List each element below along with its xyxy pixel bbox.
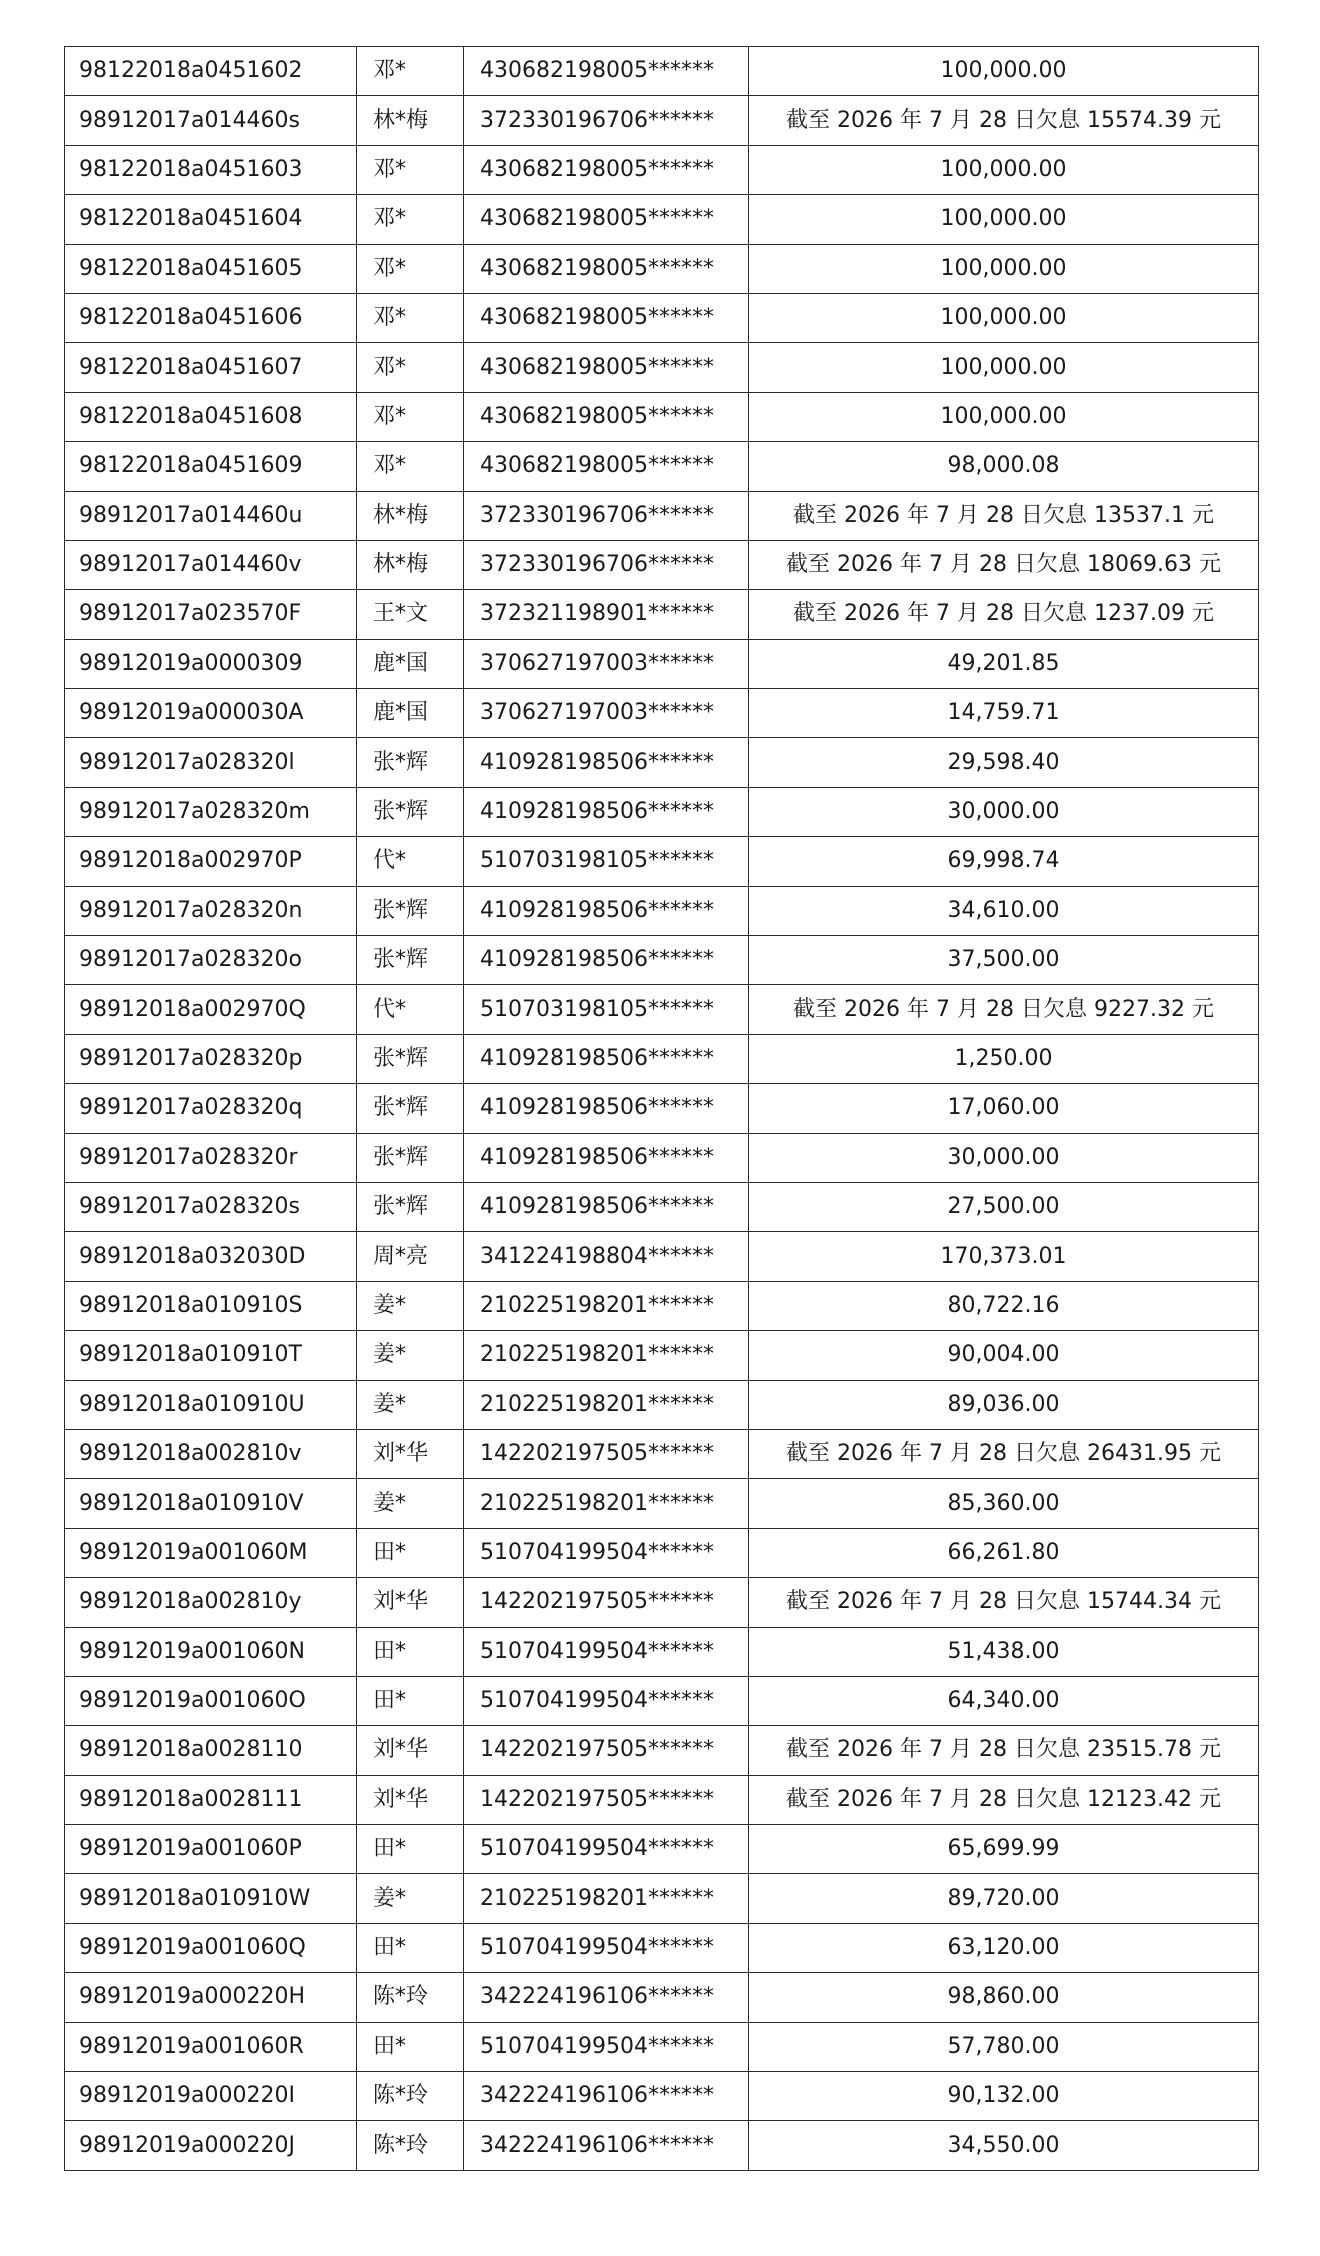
loan-table-body	[65, 47, 1259, 2171]
table-row	[65, 1973, 1259, 2022]
id-number-cell: 342224196106******	[464, 2121, 749, 2170]
account-number-cell: 98912018a032030D	[65, 1232, 357, 1281]
amount-cell: 49,201.85	[749, 639, 1259, 688]
table-row	[65, 1429, 1259, 1478]
borrower-name-cell: 姜*	[357, 1479, 464, 1528]
id-number-cell: 510703198105******	[464, 985, 749, 1034]
account-number-cell: 98912019a0000309	[65, 639, 357, 688]
borrower-name-cell: 林*梅	[357, 96, 464, 145]
account-number-cell: 98912018a010910U	[65, 1380, 357, 1429]
amount-cell: 69,998.74	[749, 837, 1259, 886]
borrower-name-cell: 王*文	[357, 590, 464, 639]
table-row	[65, 1627, 1259, 1676]
account-number-cell: 98122018a0451604	[65, 195, 357, 244]
amount-cell: 30,000.00	[749, 1133, 1259, 1182]
table-row	[65, 293, 1259, 342]
borrower-name-cell: 代*	[357, 837, 464, 886]
amount-cell: 34,550.00	[749, 2121, 1259, 2170]
borrower-name-cell: 田*	[357, 1825, 464, 1874]
account-number-cell: 98912018a010910W	[65, 1874, 357, 1923]
amount-cell: 30,000.00	[749, 787, 1259, 836]
amount-cell: 66,261.80	[749, 1528, 1259, 1577]
table-row	[65, 195, 1259, 244]
amount-cell: 截至 2026 年 7 月 28 日欠息 9227.32 元	[749, 985, 1259, 1034]
amount-cell: 1,250.00	[749, 1034, 1259, 1083]
account-number-cell: 98912018a002970Q	[65, 985, 357, 1034]
amount-cell: 98,000.08	[749, 442, 1259, 491]
table-row	[65, 639, 1259, 688]
account-number-cell: 98912017a014460u	[65, 491, 357, 540]
account-number-cell: 98912018a0028111	[65, 1775, 357, 1824]
borrower-name-cell: 邓*	[357, 442, 464, 491]
id-number-cell: 510704199504******	[464, 1627, 749, 1676]
table-row	[65, 540, 1259, 589]
account-number-cell: 98912017a028320l	[65, 738, 357, 787]
borrower-name-cell: 田*	[357, 1676, 464, 1725]
table-row	[65, 1331, 1259, 1380]
table-row	[65, 1923, 1259, 1972]
account-number-cell: 98912018a002970P	[65, 837, 357, 886]
table-row	[65, 1479, 1259, 1528]
amount-cell: 17,060.00	[749, 1084, 1259, 1133]
id-number-cell: 372321198901******	[464, 590, 749, 639]
borrower-name-cell: 邓*	[357, 145, 464, 194]
id-number-cell: 410928198506******	[464, 936, 749, 985]
borrower-name-cell: 周*亮	[357, 1232, 464, 1281]
borrower-name-cell: 林*梅	[357, 540, 464, 589]
borrower-name-cell: 张*辉	[357, 1084, 464, 1133]
id-number-cell: 142202197505******	[464, 1429, 749, 1478]
amount-cell: 89,720.00	[749, 1874, 1259, 1923]
borrower-name-cell: 张*辉	[357, 738, 464, 787]
account-number-cell: 98912018a010910S	[65, 1281, 357, 1330]
amount-cell: 170,373.01	[749, 1232, 1259, 1281]
amount-cell: 34,610.00	[749, 886, 1259, 935]
table-row	[65, 392, 1259, 441]
id-number-cell: 510703198105******	[464, 837, 749, 886]
table-row	[65, 1726, 1259, 1775]
account-number-cell: 98912019a001060M	[65, 1528, 357, 1577]
account-number-cell: 98912019a000220J	[65, 2121, 357, 2170]
id-number-cell: 142202197505******	[464, 1726, 749, 1775]
borrower-name-cell: 姜*	[357, 1331, 464, 1380]
amount-cell: 100,000.00	[749, 293, 1259, 342]
id-number-cell: 210225198201******	[464, 1281, 749, 1330]
id-number-cell: 410928198506******	[464, 1133, 749, 1182]
account-number-cell: 98912019a000030A	[65, 689, 357, 738]
amount-cell: 截至 2026 年 7 月 28 日欠息 18069.63 元	[749, 540, 1259, 589]
table-row	[65, 1825, 1259, 1874]
borrower-name-cell: 刘*华	[357, 1726, 464, 1775]
table-row	[65, 936, 1259, 985]
account-number-cell: 98912017a028320p	[65, 1034, 357, 1083]
amount-cell: 截至 2026 年 7 月 28 日欠息 23515.78 元	[749, 1726, 1259, 1775]
account-number-cell: 98912019a001060Q	[65, 1923, 357, 1972]
borrower-name-cell: 刘*华	[357, 1578, 464, 1627]
account-number-cell: 98912019a001060R	[65, 2022, 357, 2071]
borrower-name-cell: 田*	[357, 1923, 464, 1972]
account-number-cell: 98122018a0451602	[65, 47, 357, 96]
amount-cell: 89,036.00	[749, 1380, 1259, 1429]
table-row	[65, 1133, 1259, 1182]
account-number-cell: 98912017a014460s	[65, 96, 357, 145]
table-row	[65, 491, 1259, 540]
table-row	[65, 985, 1259, 1034]
table-row	[65, 2072, 1259, 2121]
id-number-cell: 210225198201******	[464, 1479, 749, 1528]
borrower-name-cell: 姜*	[357, 1874, 464, 1923]
borrower-name-cell: 陈*玲	[357, 1973, 464, 2022]
account-number-cell: 98912019a000220H	[65, 1973, 357, 2022]
amount-cell: 截至 2026 年 7 月 28 日欠息 1237.09 元	[749, 590, 1259, 639]
account-number-cell: 98912017a014460v	[65, 540, 357, 589]
table-row	[65, 590, 1259, 639]
table-row	[65, 343, 1259, 392]
borrower-name-cell: 林*梅	[357, 491, 464, 540]
account-number-cell: 98912017a028320n	[65, 886, 357, 935]
id-number-cell: 372330196706******	[464, 96, 749, 145]
amount-cell: 37,500.00	[749, 936, 1259, 985]
borrower-name-cell: 鹿*国	[357, 689, 464, 738]
account-number-cell: 98912017a028320q	[65, 1084, 357, 1133]
borrower-name-cell: 张*辉	[357, 936, 464, 985]
borrower-name-cell: 陈*玲	[357, 2121, 464, 2170]
borrower-name-cell: 田*	[357, 1528, 464, 1577]
amount-cell: 51,438.00	[749, 1627, 1259, 1676]
loan-table	[64, 46, 1259, 2171]
borrower-name-cell: 代*	[357, 985, 464, 1034]
borrower-name-cell: 张*辉	[357, 787, 464, 836]
table-row	[65, 2022, 1259, 2071]
amount-cell: 64,340.00	[749, 1676, 1259, 1725]
borrower-name-cell: 鹿*国	[357, 639, 464, 688]
account-number-cell: 98912017a028320m	[65, 787, 357, 836]
id-number-cell: 510704199504******	[464, 1825, 749, 1874]
account-number-cell: 98122018a0451608	[65, 392, 357, 441]
borrower-name-cell: 田*	[357, 1627, 464, 1676]
table-row	[65, 47, 1259, 96]
id-number-cell: 510704199504******	[464, 1923, 749, 1972]
amount-cell: 65,699.99	[749, 1825, 1259, 1874]
account-number-cell: 98912017a028320o	[65, 936, 357, 985]
account-number-cell: 98912019a001060O	[65, 1676, 357, 1725]
amount-cell: 100,000.00	[749, 145, 1259, 194]
table-row	[65, 1232, 1259, 1281]
id-number-cell: 410928198506******	[464, 1084, 749, 1133]
borrower-name-cell: 陈*玲	[357, 2072, 464, 2121]
document-page	[64, 46, 1258, 2171]
id-number-cell: 430682198005******	[464, 145, 749, 194]
table-row	[65, 1676, 1259, 1725]
borrower-name-cell: 邓*	[357, 195, 464, 244]
borrower-name-cell: 田*	[357, 2022, 464, 2071]
id-number-cell: 210225198201******	[464, 1331, 749, 1380]
account-number-cell: 98122018a0451609	[65, 442, 357, 491]
id-number-cell: 341224198804******	[464, 1232, 749, 1281]
account-number-cell: 98912017a028320r	[65, 1133, 357, 1182]
borrower-name-cell: 刘*华	[357, 1429, 464, 1478]
borrower-name-cell: 张*辉	[357, 886, 464, 935]
id-number-cell: 510704199504******	[464, 1528, 749, 1577]
table-row	[65, 1281, 1259, 1330]
account-number-cell: 98912019a000220I	[65, 2072, 357, 2121]
borrower-name-cell: 张*辉	[357, 1182, 464, 1231]
amount-cell: 截至 2026 年 7 月 28 日欠息 15574.39 元	[749, 96, 1259, 145]
table-row	[65, 1874, 1259, 1923]
id-number-cell: 430682198005******	[464, 392, 749, 441]
borrower-name-cell: 邓*	[357, 293, 464, 342]
borrower-name-cell: 姜*	[357, 1281, 464, 1330]
table-row	[65, 442, 1259, 491]
amount-cell: 100,000.00	[749, 244, 1259, 293]
borrower-name-cell: 邓*	[357, 343, 464, 392]
id-number-cell: 510704199504******	[464, 2022, 749, 2071]
amount-cell: 90,004.00	[749, 1331, 1259, 1380]
table-row	[65, 1775, 1259, 1824]
account-number-cell: 98912019a001060N	[65, 1627, 357, 1676]
table-row	[65, 1528, 1259, 1577]
table-row	[65, 2121, 1259, 2170]
account-number-cell: 98912018a010910T	[65, 1331, 357, 1380]
id-number-cell: 210225198201******	[464, 1380, 749, 1429]
amount-cell: 截至 2026 年 7 月 28 日欠息 12123.42 元	[749, 1775, 1259, 1824]
borrower-name-cell: 张*辉	[357, 1133, 464, 1182]
table-row	[65, 689, 1259, 738]
borrower-name-cell: 邓*	[357, 392, 464, 441]
amount-cell: 截至 2026 年 7 月 28 日欠息 15744.34 元	[749, 1578, 1259, 1627]
id-number-cell: 430682198005******	[464, 47, 749, 96]
table-row	[65, 1034, 1259, 1083]
id-number-cell: 510704199504******	[464, 1676, 749, 1725]
table-row	[65, 244, 1259, 293]
borrower-name-cell: 姜*	[357, 1380, 464, 1429]
id-number-cell: 430682198005******	[464, 293, 749, 342]
id-number-cell: 342224196106******	[464, 1973, 749, 2022]
account-number-cell: 98912017a023570F	[65, 590, 357, 639]
id-number-cell: 410928198506******	[464, 1182, 749, 1231]
amount-cell: 100,000.00	[749, 195, 1259, 244]
id-number-cell: 430682198005******	[464, 343, 749, 392]
amount-cell: 90,132.00	[749, 2072, 1259, 2121]
id-number-cell: 142202197505******	[464, 1775, 749, 1824]
account-number-cell: 98912017a028320s	[65, 1182, 357, 1231]
amount-cell: 截至 2026 年 7 月 28 日欠息 13537.1 元	[749, 491, 1259, 540]
account-number-cell: 98912018a002810v	[65, 1429, 357, 1478]
amount-cell: 85,360.00	[749, 1479, 1259, 1528]
amount-cell: 100,000.00	[749, 343, 1259, 392]
account-number-cell: 98122018a0451605	[65, 244, 357, 293]
id-number-cell: 370627197003******	[464, 689, 749, 738]
table-row	[65, 886, 1259, 935]
borrower-name-cell: 邓*	[357, 47, 464, 96]
id-number-cell: 372330196706******	[464, 540, 749, 589]
amount-cell: 14,759.71	[749, 689, 1259, 738]
id-number-cell: 430682198005******	[464, 195, 749, 244]
borrower-name-cell: 刘*华	[357, 1775, 464, 1824]
amount-cell: 57,780.00	[749, 2022, 1259, 2071]
table-row	[65, 145, 1259, 194]
account-number-cell: 98122018a0451603	[65, 145, 357, 194]
amount-cell: 100,000.00	[749, 47, 1259, 96]
table-row	[65, 787, 1259, 836]
account-number-cell: 98912018a002810y	[65, 1578, 357, 1627]
id-number-cell: 372330196706******	[464, 491, 749, 540]
id-number-cell: 410928198506******	[464, 886, 749, 935]
table-row	[65, 96, 1259, 145]
amount-cell: 63,120.00	[749, 1923, 1259, 1972]
id-number-cell: 410928198506******	[464, 1034, 749, 1083]
id-number-cell: 210225198201******	[464, 1874, 749, 1923]
table-row	[65, 1084, 1259, 1133]
id-number-cell: 430682198005******	[464, 244, 749, 293]
account-number-cell: 98912019a001060P	[65, 1825, 357, 1874]
account-number-cell: 98912018a0028110	[65, 1726, 357, 1775]
table-row	[65, 1182, 1259, 1231]
id-number-cell: 370627197003******	[464, 639, 749, 688]
account-number-cell: 98122018a0451607	[65, 343, 357, 392]
borrower-name-cell: 邓*	[357, 244, 464, 293]
table-row	[65, 837, 1259, 886]
amount-cell: 29,598.40	[749, 738, 1259, 787]
amount-cell: 80,722.16	[749, 1281, 1259, 1330]
id-number-cell: 142202197505******	[464, 1578, 749, 1627]
table-row	[65, 1380, 1259, 1429]
id-number-cell: 342224196106******	[464, 2072, 749, 2121]
table-row	[65, 738, 1259, 787]
table-row	[65, 1578, 1259, 1627]
account-number-cell: 98912018a010910V	[65, 1479, 357, 1528]
account-number-cell: 98122018a0451606	[65, 293, 357, 342]
borrower-name-cell: 张*辉	[357, 1034, 464, 1083]
id-number-cell: 410928198506******	[464, 787, 749, 836]
amount-cell: 27,500.00	[749, 1182, 1259, 1231]
amount-cell: 98,860.00	[749, 1973, 1259, 2022]
id-number-cell: 430682198005******	[464, 442, 749, 491]
amount-cell: 截至 2026 年 7 月 28 日欠息 26431.95 元	[749, 1429, 1259, 1478]
amount-cell: 100,000.00	[749, 392, 1259, 441]
id-number-cell: 410928198506******	[464, 738, 749, 787]
